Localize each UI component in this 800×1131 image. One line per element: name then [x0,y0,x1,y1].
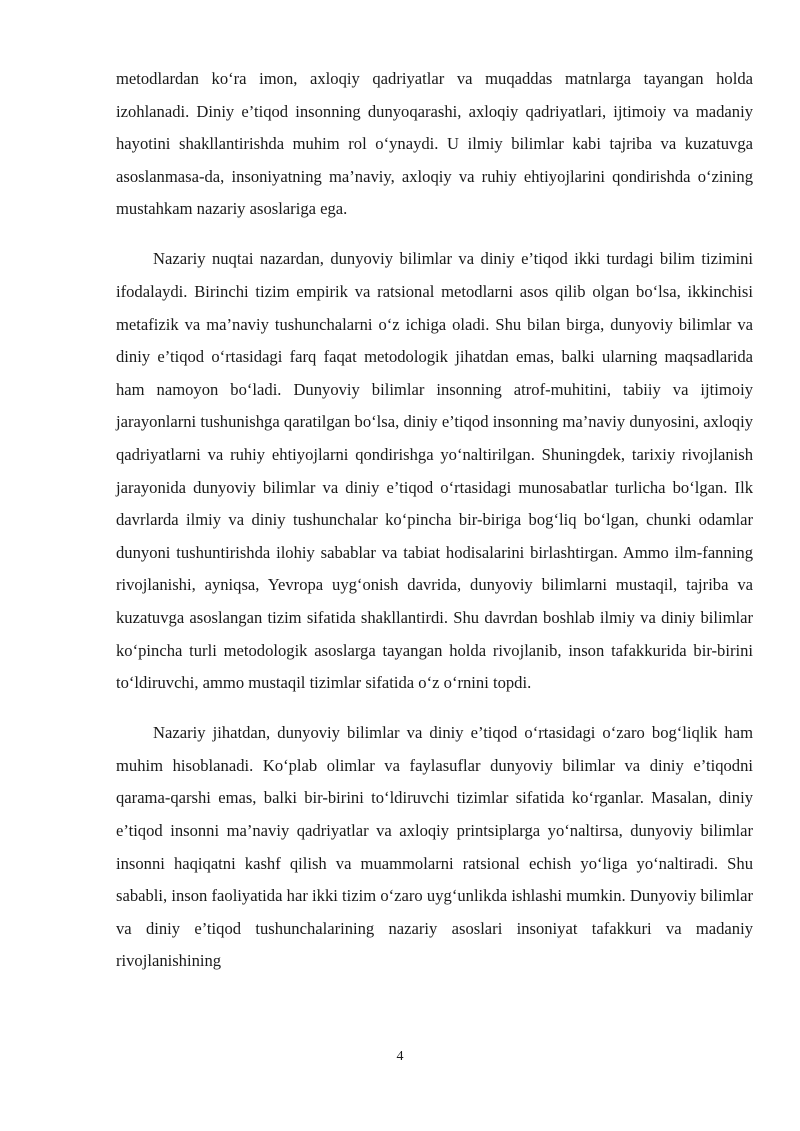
paragraph-theoretical-viewpoint: Nazariy nuqtai nazardan, dunyoviy bilimlar va diniy e’tiqod ikki turdagi bilim tizimini ifodalaydi. Birinchi tizim empirik va ratsional metodlarni asos qilib olgan bo‘lsa, ikkinchisi metafizik va ma’naviy tushunchalarni o‘z ichiga oladi. Shu bilan birga, dunyoviy bilimlar va diniy e’tiqod o‘rtasidagi farq faqat metodologik jihatdan emas, balki ularning maqsadlarida ham namoyon bo‘ladi. Dunyoviy bilimlar insonning atrof-muhitini, tabiiy va ijtimoiy jarayonlarni tushunishga qaratilgan bo‘lsa, diniy e’tiqod insonning ma’naviy dunyosini, axloqiy qadriyatlarni va ruhiy ehtiyojlarni qondirishga yo‘naltirilgan. Shuningdek, tarixiy rivojlanish jarayonida dunyoviy bilimlar va diniy e’tiqod o‘rtasidagi munosabatlar turlicha bo‘lgan. Ilk davrlarda ilmiy va diniy tushunchalar ko‘pincha bir-biriga bog‘liq bo‘lgan, chunki odamlar dunyoni tushuntirishda ilohiy sabablar va tabiat hodisalarini birlashtirgan. Ammo ilm-fanning rivojlanishi, ayniqsa, Yevropa uyg‘onish davrida, dunyoviy bilimlarni mustaqil, tajriba va kuzatuvga asoslangan tizim sifatida shakllantirdi. Shu davrdan boshlab ilmiy va diniy bilimlar ko‘pincha turli metodologik asoslarga tayangan holda rivojlanib, inson tafakkurida bir-birini to‘ldiruvchi, ammo mustaqil tizimlar sifatida o‘z o‘rnini topdi. [116,249,753,693]
body-text [116,63,753,978]
paragraph-continuation: metodlardan ko‘ra imon, axloqiy qadriyatlar va muqaddas matnlarga tayangan holda izohlanadi. Diniy e’tiqod insonning dunyoqarashi, axloqiy qadriyatlari, ijtimoiy va madaniy hayotini shakllantirishda muhim rol o‘ynaydi. U ilmiy bilimlar kabi tajriba va kuzatuvga asoslanmasa-da, insoniyatning ma’naviy, axloqiy va ruhiy ehtiyojlarini qondirishda o‘zining mustahkam nazariy asoslariga ega. [116,69,753,219]
page-number: 4 [396,1049,404,1064]
paragraph-interrelation: Nazariy jihatdan, dunyoviy bilimlar va diniy e’tiqod o‘rtasidagi o‘zaro bog‘liqlik ham muhim hisoblanadi. Ko‘plab olimlar va faylasuflar dunyoviy bilimlar va diniy e’tiqodni qarama-qarshi emas, balki bir-birini to‘ldiruvchi tizimlar sifatida ko‘rganlar. Masalan, diniy e’tiqod insonni ma’naviy qadriyatlar va axloqiy printsiplarga yo‘naltirsa, dunyoviy bilimlar insonni haqiqatni kashf qilish va muammolarni ratsional echish yo‘liga yo‘naltiradi. Shu sababli, inson faoliyatida har ikki tizim o‘zaro uyg‘unlikda ishlashi mumkin. Dunyoviy bilimlar va diniy e’tiqod tushunchalarining nazariy asoslari insoniyat tafakkuri va madaniy rivojlanishining [116,723,753,971]
